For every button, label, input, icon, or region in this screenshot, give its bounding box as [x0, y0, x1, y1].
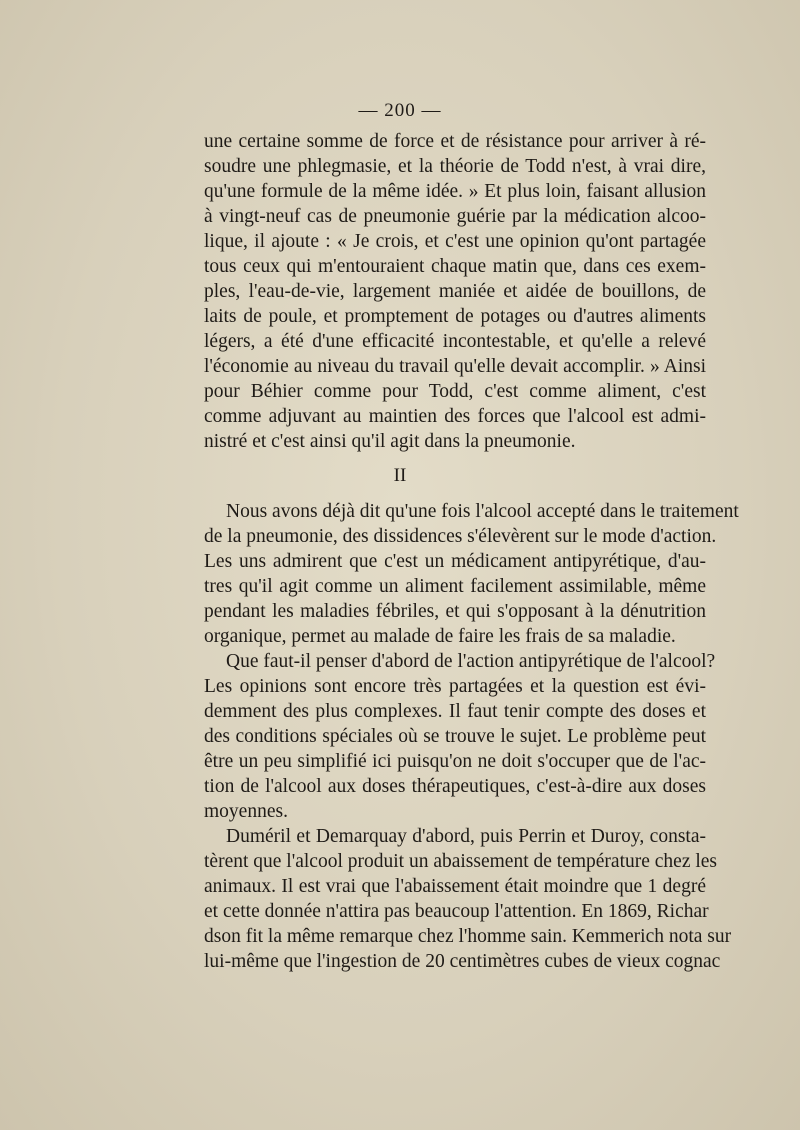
text-line: légers, a été d'une efficacité incontestable, et qu'elle a relevé [204, 331, 706, 352]
text-line: qu'une formule de la même idée. » Et plus loin, faisant allusion [204, 181, 706, 202]
text-line: tion de l'alcool aux doses thérapeutiques, c'est-à-dire aux doses [204, 776, 706, 797]
text-line: dson fit la même remarque chez l'homme sain. Kemmerich nota sur [204, 926, 732, 947]
text-line: l'économie au niveau du travail qu'elle devait accomplir. » Ainsi [204, 356, 706, 377]
text-line: lique, il ajoute : « Je crois, et c'est une opinion qu'ont partagée [204, 231, 706, 252]
text-line: comme adjuvant au maintien des forces que l'alcool est admi- [204, 406, 706, 427]
text-line: Que faut-il penser d'abord de l'action antipyrétique de l'alcool? [226, 651, 716, 672]
text-line: soudre une phlegmasie, et la théorie de Todd n'est, à vrai dire, [204, 156, 706, 177]
text-line: Duméril et Demarquay d'abord, puis Perrin et Duroy, consta- [226, 826, 706, 847]
text-line: Les opinions sont encore très partagées et la question est évi- [204, 676, 706, 697]
text-line: Nous avons déjà dit qu'une fois l'alcool accepté dans le traitement [226, 501, 739, 522]
section-body [204, 499, 739, 974]
text-line: pour Béhier comme pour Todd, c'est comme aliment, c'est [204, 381, 706, 402]
text-line: organique, permet au malade de faire les frais de sa maladie. [204, 626, 676, 647]
text-line: et cette donnée n'attira pas beaucoup l'attention. En 1869, Richar [204, 901, 709, 922]
paragraph-continuation [204, 129, 706, 454]
text-line: une certaine somme de force et de résistance pour arriver à ré- [204, 131, 706, 152]
text-line: animaux. Il est vrai que l'abaissement était moindre que 1 degré [204, 876, 706, 897]
text-line: des conditions spéciales où se trouve le sujet. Le problème peut [204, 726, 706, 747]
text-line: Les uns admirent que c'est un médicament antipyrétique, d'au- [204, 551, 706, 572]
text-line: de la pneumonie, des dissidences s'élevèrent sur le mode d'action. [204, 526, 717, 547]
section-heading: II [393, 465, 407, 486]
text-line: pendant les maladies fébriles, et qui s'opposant à la dénutrition [204, 601, 706, 622]
text-line: à vingt-neuf cas de pneumonie guérie par la médication alcoo- [204, 206, 706, 227]
text-line: tres qu'il agit comme un aliment facilement assimilable, même [204, 576, 706, 597]
text-line: demment des plus complexes. Il faut tenir compte des doses et [204, 701, 706, 722]
text-line: tous ceux qui m'entouraient chaque matin que, dans ces exem- [204, 256, 706, 277]
text-line: ples, l'eau-de-vie, largement maniée et aidée de bouillons, de [204, 281, 706, 302]
text-line: moyennes. [204, 801, 288, 822]
text-line: nistré et c'est ainsi qu'il agit dans la pneumonie. [204, 431, 576, 452]
page-number: — 200 — [358, 100, 442, 121]
text-line: lui-même que l'ingestion de 20 centimètres cubes de vieux cognac [204, 951, 721, 972]
text-line: laits de poule, et promptement de potages ou d'autres aliments [204, 306, 706, 327]
text-line: être un peu simplifié ici puisqu'on ne doit s'occuper que de l'ac- [204, 751, 706, 772]
text-line: tèrent que l'alcool produit un abaissement de température chez les [204, 851, 718, 872]
